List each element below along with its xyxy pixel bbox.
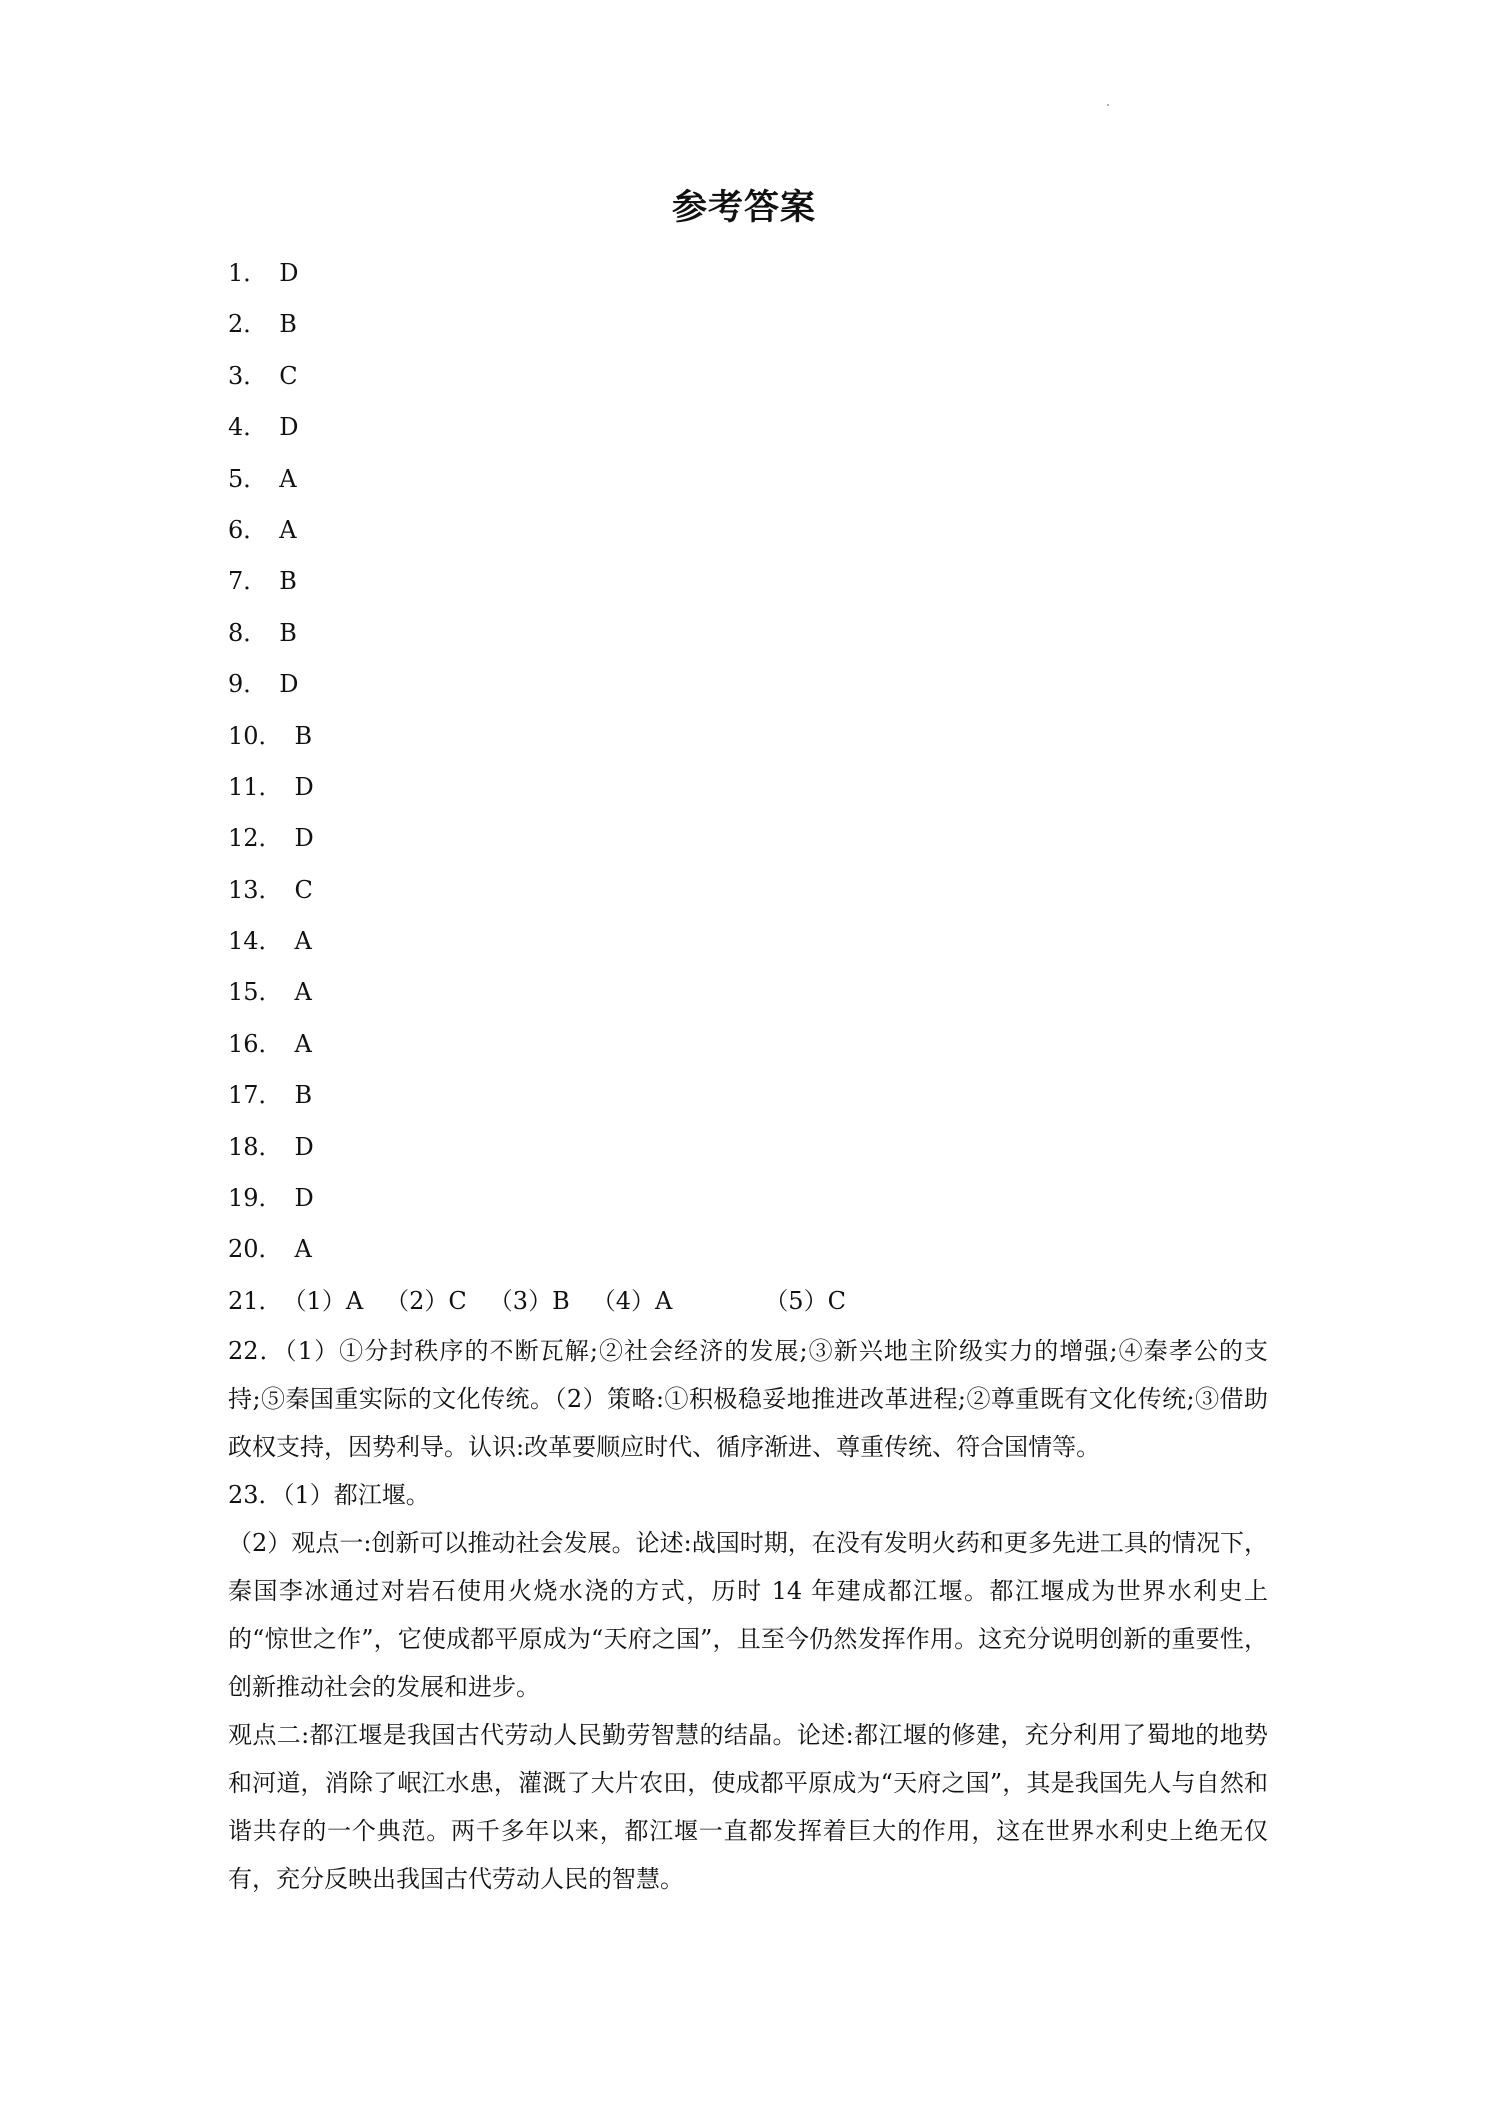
answer-item — [228, 1173, 1268, 1224]
question-number: 21． — [228, 1286, 283, 1315]
question-number: 10． — [228, 721, 283, 750]
answer-item — [228, 1019, 1268, 1070]
answer-item — [228, 659, 1268, 710]
question-number: 5． — [228, 464, 268, 493]
question-number: 12． — [228, 824, 283, 853]
answer-item — [228, 351, 1268, 402]
answer-choice: B — [279, 618, 297, 647]
question-number: 15． — [228, 978, 283, 1007]
answer-choice: A — [294, 978, 312, 1007]
answer-choice: A — [294, 1235, 312, 1264]
question-number: 16． — [228, 1029, 283, 1058]
question-number: 2． — [228, 310, 268, 339]
answer-item — [228, 299, 1268, 350]
answer-item — [228, 505, 1268, 556]
answer-choice: A — [279, 515, 297, 544]
q21-part-2: （2）C — [385, 1286, 467, 1315]
question-number: 6． — [228, 515, 268, 544]
answer-item — [228, 1070, 1268, 1121]
answer-choice: D — [279, 413, 299, 442]
question-number: 14． — [228, 927, 283, 956]
question-number: 13． — [228, 875, 283, 904]
answer-choice: C — [294, 875, 313, 904]
answer-item — [228, 608, 1268, 659]
answer-choice: D — [279, 670, 299, 699]
q21-part-3: （3）B — [488, 1286, 570, 1315]
answer-choice: B — [294, 721, 313, 750]
question-21 — [228, 1276, 1268, 1327]
question-number: 3． — [228, 361, 268, 390]
answer-choice: D — [294, 772, 314, 801]
answer-item — [228, 916, 1268, 967]
question-number: 17． — [228, 1081, 283, 1110]
question-number: 19． — [228, 1184, 283, 1213]
answer-item — [228, 865, 1268, 916]
answer-choice: D — [294, 1132, 314, 1161]
answer-item — [228, 402, 1268, 453]
answer-item — [228, 556, 1268, 607]
question-number: 7． — [228, 567, 268, 596]
answer-choice: C — [279, 361, 298, 390]
answer-choice: D — [294, 824, 314, 853]
answer-choice: B — [294, 1081, 313, 1110]
answer-list — [228, 248, 1268, 1276]
answer-item — [228, 762, 1268, 813]
question-23-part-1: 23．（1）都江堰。 — [228, 1480, 430, 1509]
page-title: 参考答案 — [671, 188, 816, 228]
question-22-answer: 22．（1）①分封秩序的不断瓦解;②社会经济的发展;③新兴地主阶级实力的增强;④秦孝公的支持;⑤秦国重实际的文化传统。（2）策略:①积极稳妥地推进改革进程;②尊重既有文化传统;③借助政权支持，因势利导。认识:改革要顺应时代、循序渐进、尊重传统、符合国情等。 — [228, 1336, 1268, 1461]
answer-item — [228, 248, 1268, 299]
answer-content — [228, 248, 1268, 1903]
question-23-part-3: 观点二:都江堰是我国古代劳动人民勤劳智慧的结晶。论述:都江堰的修建，充分利用了蜀地的地势和河道，消除了岷江水患，灌溉了大片农田，使成都平原成为“天府之国”，其是我国先人与自然和谐共存的一个典范。两千多年以来，都江堰一直都发挥着巨大的作用，这在世界水利史上绝无仅有，充分反映出我国古代劳动人民的智慧。 — [228, 1720, 1268, 1893]
question-number: 4． — [228, 413, 268, 442]
q21-part-4: （4）A — [591, 1286, 673, 1315]
question-number: 11． — [228, 772, 283, 801]
answer-choice: B — [279, 310, 297, 339]
answer-item — [228, 813, 1268, 864]
question-number: 20． — [228, 1235, 283, 1264]
question-23-part-2: （2）观点一:创新可以推动社会发展。论述:战国时期，在没有发明火药和更多先进工具的情况下，秦国李冰通过对岩石使用火烧水浇的方式，历时 14 年建成都江堰。都江堰成为世界水利史上的“惊世之作”，它使成都平原成为“天府之国”，且至今仍然发挥作用。这充分说明创新的重要性，创新推动社会的发展和进步。 — [228, 1528, 1268, 1701]
answer-choice: A — [294, 927, 312, 956]
question-number: 18． — [228, 1132, 283, 1161]
question-number: 8． — [228, 618, 268, 647]
question-number: 1． — [228, 259, 268, 287]
answer-choice: D — [294, 1184, 314, 1213]
page-marker-dot — [1107, 104, 1109, 106]
answer-item — [228, 711, 1268, 762]
answer-item — [228, 1224, 1268, 1275]
question-number: 9． — [228, 670, 268, 699]
q21-part-1: （1）A — [282, 1286, 364, 1315]
q21-part-5: （5）C — [764, 1286, 846, 1315]
answer-choice: B — [279, 567, 297, 596]
answer-item — [228, 1122, 1268, 1173]
answer-choice: D — [279, 259, 299, 287]
answer-choice: A — [279, 464, 297, 493]
answer-choice: A — [294, 1029, 312, 1058]
answer-item — [228, 454, 1268, 505]
answer-item — [228, 967, 1268, 1018]
